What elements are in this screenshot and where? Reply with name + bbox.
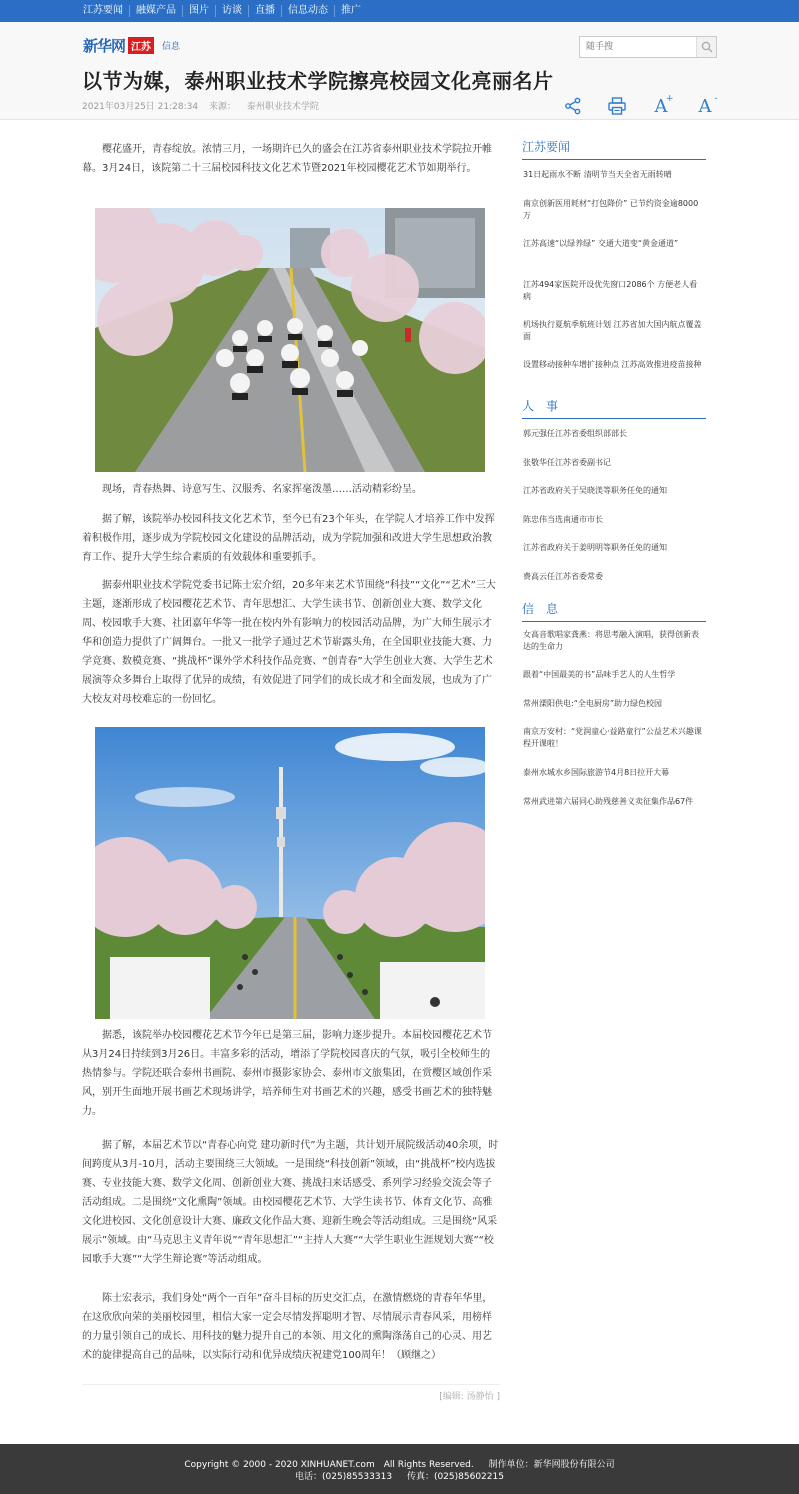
logo-channel[interactable]: 信息	[162, 42, 181, 52]
article-paragraph: 现场，青春热舞、诗意写生、汉服秀、名家挥毫泼墨……活动精彩纷呈。	[102, 484, 422, 495]
top-nav-items	[77, 0, 367, 22]
nav-item-jiangsu-news[interactable]: 江苏要闻	[77, 5, 130, 17]
list-item[interactable]: 江苏高速“以绿养绿” 交通大道变“黄金通道”	[523, 239, 679, 248]
nav-item-media-products[interactable]: 融媒产品	[130, 5, 183, 17]
article-source: 泰州职业技术学院	[246, 102, 319, 112]
section-title-jiangsu-news[interactable]: 江苏要闻	[522, 130, 706, 160]
font-decrease-button[interactable]	[692, 94, 718, 118]
list-item[interactable]: 江苏494家医院开设优先窗口2086个 方便老人看病	[523, 280, 698, 301]
article-paragraph: 据泰州职业技术学院党委书记陈士宏介绍，20多年来艺术节围绕“科技”“文化”“艺术”三大主题，逐渐形成了校园樱花艺术节、青年思想汇、大学生读书节、创新创业大赛、数学文化周、校园歌手大赛、社团嘉年华等一批在校内外有影响力的校园活动品牌，为广大师生展示才华和创造力提供了广阔舞台。一批又一批学子通过艺术节崭露头角，在全国职业技能大赛、力学竞赛、数模竞赛、“挑战杯”课外学术科技作品竞赛、“创青春”大学生创业大赛、大学生艺术展演等众多舞台上取得了优异的成绩，有效促进了同学们的成长成才和全面发展，也成为了广大校友对母校难忘的一份回忆。	[82, 580, 496, 705]
list-item[interactable]: 江苏省政府关于吴晓渼等职务任免的通知	[523, 486, 667, 495]
list-item[interactable]: 31日起雨水不断 清明节当天全省无雨转晴	[523, 170, 672, 179]
article-datetime: 2021年03月25日 21:28:34	[82, 102, 199, 112]
article-title: 以节为媒，泰州职业技术学院擦亮校园文化亮丽名片	[82, 69, 554, 93]
list-item[interactable]: 南京万安村：“党润童心·益路童行”公益艺术兴趣课程开课啦！	[523, 727, 702, 748]
top-nav	[0, 0, 799, 22]
footer-fax: 传真：(025)85602215	[406, 1472, 504, 1482]
list-item[interactable]: 泰州水城水乡国际旅游节4月8日拉开大幕	[523, 768, 670, 777]
list-item[interactable]: 郭元强任江苏省委组织部部长	[523, 429, 627, 438]
list-item[interactable]: 费高云任江苏省委常委	[523, 572, 603, 581]
article-header	[0, 22, 799, 120]
article-paragraph: 据了解，该院举办校园科技文化艺术节，至今已有23个年头，在学院人才培养工作中发挥着积极作用，逐步成为学院校园文化建设的品牌活动，成为学院加强和改进大学生思想政治教育工作、提升大学生综合素质的有效载体和重要抓手。	[82, 514, 495, 563]
list-item[interactable]: 设置移动接种车增扩接种点 江苏高效推进疫苗接种	[523, 360, 702, 369]
nav-item-info-updates[interactable]: 信息动态	[282, 5, 335, 17]
cherry-blossom-dance-photo	[95, 208, 485, 472]
search-button[interactable]	[696, 37, 716, 57]
list-item[interactable]: 陈忠伟当选南通市市长	[523, 515, 603, 524]
logo-jiangsu: 江苏	[128, 37, 154, 54]
footer-line-2	[0, 1469, 799, 1482]
list-item[interactable]: 机场执行夏航季航班计划 江苏省加大国内航点覆盖面	[523, 320, 702, 341]
logo-xinhuanet: 新华网	[83, 37, 126, 55]
list-item[interactable]: 跟着“中国最美的书”品味手艺人的人生哲学	[523, 670, 676, 679]
search-input[interactable]	[580, 37, 696, 57]
source-label: 来源：	[208, 102, 236, 112]
search-icon	[701, 41, 713, 53]
nav-item-promotion[interactable]: 推广	[341, 5, 361, 16]
site-logo[interactable]	[83, 35, 180, 56]
section-title-personnel[interactable]: 人 事	[522, 389, 706, 419]
search-box	[579, 36, 717, 58]
font-increase-button[interactable]	[648, 94, 674, 118]
article-meta	[82, 99, 327, 112]
footer-producer: 制作单位：新华网股份有限公司	[488, 1460, 615, 1470]
share-icon	[564, 97, 582, 115]
article-paragraph: 据了解，本届艺术节以“青春心向党 建功新时代”为主题，共计划开展院级活动40余项，时间跨度从3月-10月，活动主要围绕三大领域。一是围绕“科技创新”领域，由“挑战杯”校内选拔赛、专业技能大赛、数学文化周、创新创业大赛、挑战扫来话感受、系列学习经验交流会等子活动组成。二是围绕“文化熏陶”领域。由校园樱花艺术节、大学生读书节、体育文化节、高雅文化进校园、文化创意设计大赛、廉政文化作品大赛、迎新生晚会等活动组成。三是围绕“风采展示”领域。由“马克思主义青年说”“青年思想汇”“主持人大赛”“大学生职业生涯规划大赛”“校园歌手大赛”“大学生辩论赛”等活动组成。	[82, 1140, 499, 1265]
list-item[interactable]: 常州溧阳供电:“全电厨房”助力绿色校园	[523, 699, 662, 708]
photo-dancing-students	[95, 208, 485, 472]
photo-campus-road	[95, 727, 485, 1019]
font-decrease-icon: A -	[698, 93, 718, 117]
font-increase-icon: A +	[654, 93, 674, 117]
share-button[interactable]	[560, 94, 586, 118]
list-item[interactable]: 常州武进第六届同心助残慈善义卖征集作品67件	[523, 797, 694, 806]
article-paragraph: 樱花盛开，青春绽放。浓情三月，一场期许已久的盛会在江苏省泰州职业技术学院拉开帷幕。3月24日，该院第二十三届校园科技文化艺术节暨2021年校园樱花艺术节如期举行。	[82, 144, 492, 174]
nav-item-interviews[interactable]: 访谈	[216, 5, 249, 17]
nav-item-pictures[interactable]: 图片	[183, 5, 216, 17]
article-tools	[560, 94, 720, 118]
list-item[interactable]: 江苏省政府关于姜明明等职务任免的通知	[523, 543, 667, 552]
footer-copyright: Copyright © 2000 - 2020 XINHUANET.com All Rights Reserved.	[184, 1460, 474, 1470]
section-title-info[interactable]: 信 息	[522, 592, 706, 622]
footer-phone: 电话：(025)85533313	[295, 1472, 393, 1482]
print-button[interactable]	[604, 94, 630, 118]
nav-item-live[interactable]: 直播	[249, 5, 282, 17]
list-item[interactable]: 张敬华任江苏省委副书记	[523, 458, 611, 467]
list-item[interactable]: 南京创新医用耗材“打包降价” 已节约资金逾8000万	[523, 199, 699, 220]
list-item[interactable]: 女高音歌唱家龚燕：将思考融入演唱，获得创新表达的生命力	[523, 630, 699, 651]
campus-road-photo	[95, 727, 485, 1019]
editor-note: [编辑: 汤静怡 ]	[82, 1384, 500, 1402]
article-paragraph: 据悉，该院举办校园樱花艺术节今年已是第三届，影响力逐步提升。本届校园樱花艺术节从3月24日持续到3月26日。丰富多彩的活动，增添了学院校园喜庆的气氛，吸引全校师生的热情参与。学院还联合泰州书画院、泰州市摄影家协会、泰州市文旅集团，在赏樱区域创作采风，别开生面地开展书画艺术现场讲学，培养师生对书画艺术的兴趣，感受书画艺术的独特魅力。	[82, 1030, 492, 1117]
article-paragraph: 陈士宏表示，我们身处“两个一百年”奋斗目标的历史交汇点，在激情燃烧的青春年华里，在这欣欣向荣的美丽校园里，相信大家一定会尽情发挥聪明才智、尽情展示青春风采，用榜样的力量引领自己的成长、用科技的魅力提升自己的本领、用文化的熏陶涤荡自己的心灵、用艺术的旋律提高自己的品味，以实际行动和优异成绩庆祝建党100周年！（顾继之）	[82, 1293, 493, 1361]
footer	[0, 1444, 799, 1494]
print-icon	[607, 96, 627, 116]
